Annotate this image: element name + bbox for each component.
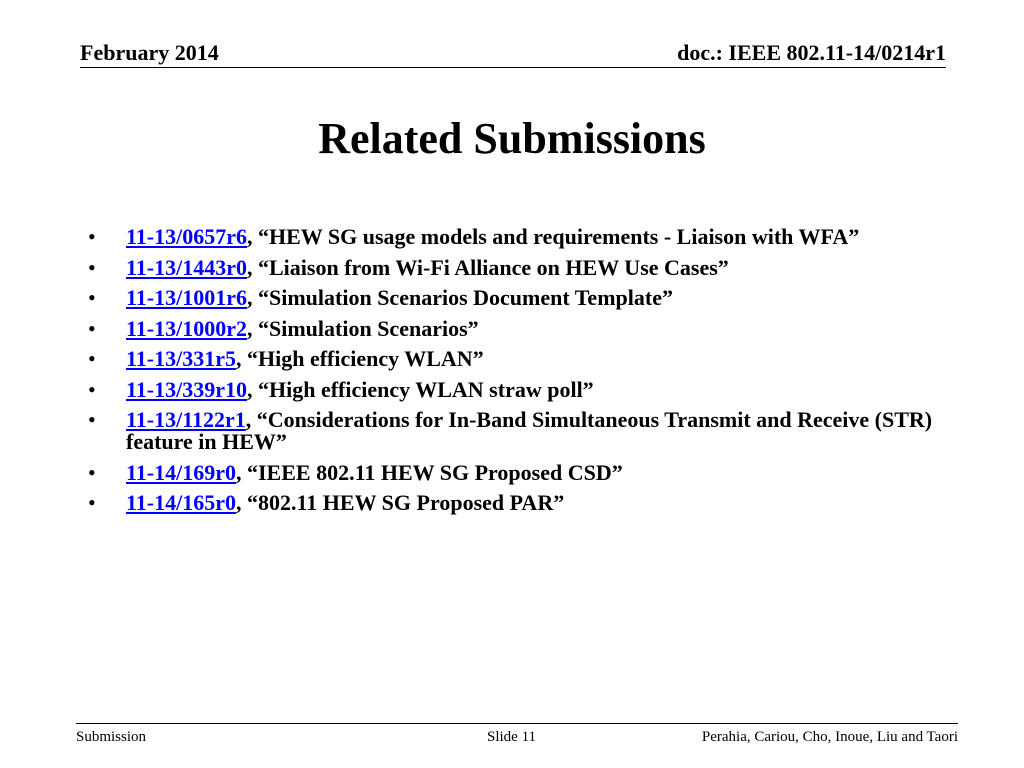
list-item — [84, 376, 934, 402]
list-item — [84, 459, 934, 485]
list-item — [84, 348, 934, 370]
bullet-marker: • — [88, 459, 96, 485]
submission-link[interactable]: 11-13/1443r0 — [126, 254, 247, 280]
bullet-marker: • — [88, 224, 96, 249]
submission-link[interactable]: 11-13/1001r6 — [126, 285, 247, 310]
list-item — [84, 226, 934, 248]
submission-description: , “Simulation Scenarios” — [247, 315, 479, 341]
footer-authors: Perahia, Cariou, Cho, Inoue, Liu and Taori — [701, 729, 958, 745]
submission-link[interactable]: 11-13/331r5 — [126, 346, 236, 371]
submissions-list — [84, 226, 934, 523]
list-item — [84, 409, 934, 453]
submission-description: , “High efficiency WLAN straw poll” — [247, 376, 594, 402]
footer-slide-number: Slide 11 — [487, 729, 537, 745]
submission-link[interactable]: 11-13/1000r2 — [126, 315, 247, 341]
list-item — [84, 287, 934, 309]
submission-description: , “802.11 HEW SG Proposed PAR” — [236, 490, 565, 515]
header-divider — [80, 67, 946, 68]
bullet-marker: • — [88, 315, 96, 341]
slide-title: Related Submissions — [318, 114, 706, 163]
footer-divider — [76, 723, 958, 724]
bullet-marker: • — [88, 285, 96, 310]
bullet-marker: • — [88, 407, 96, 432]
footer-submission-label: Submission — [76, 729, 147, 745]
submission-link[interactable]: 11-13/0657r6 — [126, 224, 247, 249]
submission-description: , “HEW SG usage models and requirements - Liaison with WFA” — [247, 224, 860, 249]
submission-description: , “Considerations for In-Band Simultaneous Transmit and Receive (STR) feature in HEW” — [126, 407, 933, 454]
bullet-marker: • — [88, 346, 96, 371]
bullet-marker: • — [88, 254, 96, 280]
submission-link[interactable]: 11-13/1122r1 — [126, 407, 246, 432]
bullet-marker: • — [88, 376, 96, 402]
submission-description: , “High efficiency WLAN” — [236, 346, 484, 371]
submission-link[interactable]: 11-14/165r0 — [126, 490, 236, 515]
header-doc-id: doc.: IEEE 802.11-14/0214r1 — [677, 40, 946, 65]
submission-link[interactable]: 11-14/169r0 — [126, 459, 236, 485]
submission-description: , “Simulation Scenarios Document Template” — [247, 285, 673, 310]
list-item — [84, 315, 934, 341]
list-item — [84, 492, 934, 514]
header-date: February 2014 — [80, 40, 219, 65]
submission-link[interactable]: 11-13/339r10 — [126, 376, 247, 402]
list-item — [84, 254, 934, 280]
submission-description: , “IEEE 802.11 HEW SG Proposed CSD” — [236, 459, 623, 485]
bullet-marker: • — [88, 490, 96, 515]
submission-description: , “Liaison from Wi-Fi Alliance on HEW Use Cases” — [247, 254, 729, 280]
